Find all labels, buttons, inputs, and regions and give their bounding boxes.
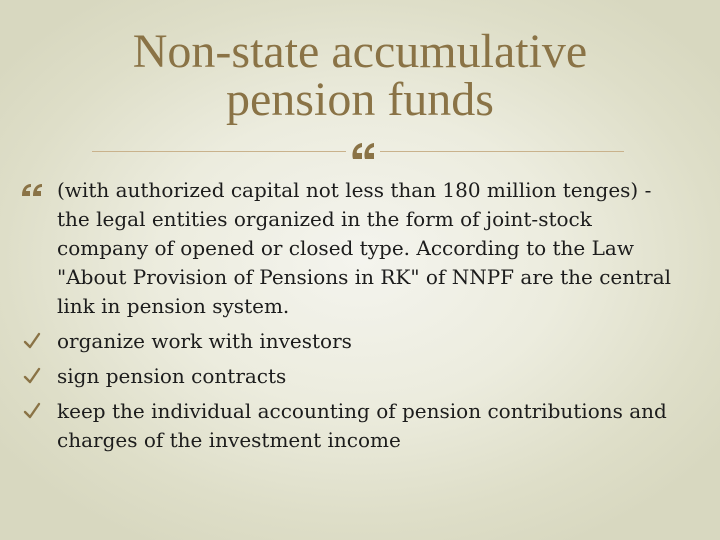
check-item: [20, 327, 680, 356]
check-item-text: keep the individual accounting of pension contributions and charges of the investment income: [57, 399, 667, 452]
check-item-text: organize work with investors: [57, 329, 352, 353]
check-item: [20, 397, 680, 455]
swirl-bullet-icon: [20, 182, 46, 198]
content-list: [20, 176, 680, 461]
check-item: [20, 362, 680, 391]
title-rule-right: [380, 151, 624, 152]
title-line-1: Non-state accumulative: [132, 25, 588, 78]
quote-swirl-icon: [349, 139, 379, 163]
intro-paragraph: [20, 176, 680, 321]
intro-text: (with authorized capital not less than 180 million tenges) - the legal entities organized in the form of joint-stock company of opened or closed type. According to the Law "About Provision of Pensions in RK" of NNPF are the central link in pension system.: [57, 178, 672, 318]
checkmark-icon: [22, 331, 42, 351]
checkmark-icon: [22, 401, 42, 421]
title-rule-left: [92, 151, 346, 152]
slide-title: [60, 25, 660, 126]
checkmark-icon: [22, 366, 42, 386]
title-line-2: pension funds: [226, 73, 494, 126]
check-item-text: sign pension contracts: [57, 364, 287, 388]
